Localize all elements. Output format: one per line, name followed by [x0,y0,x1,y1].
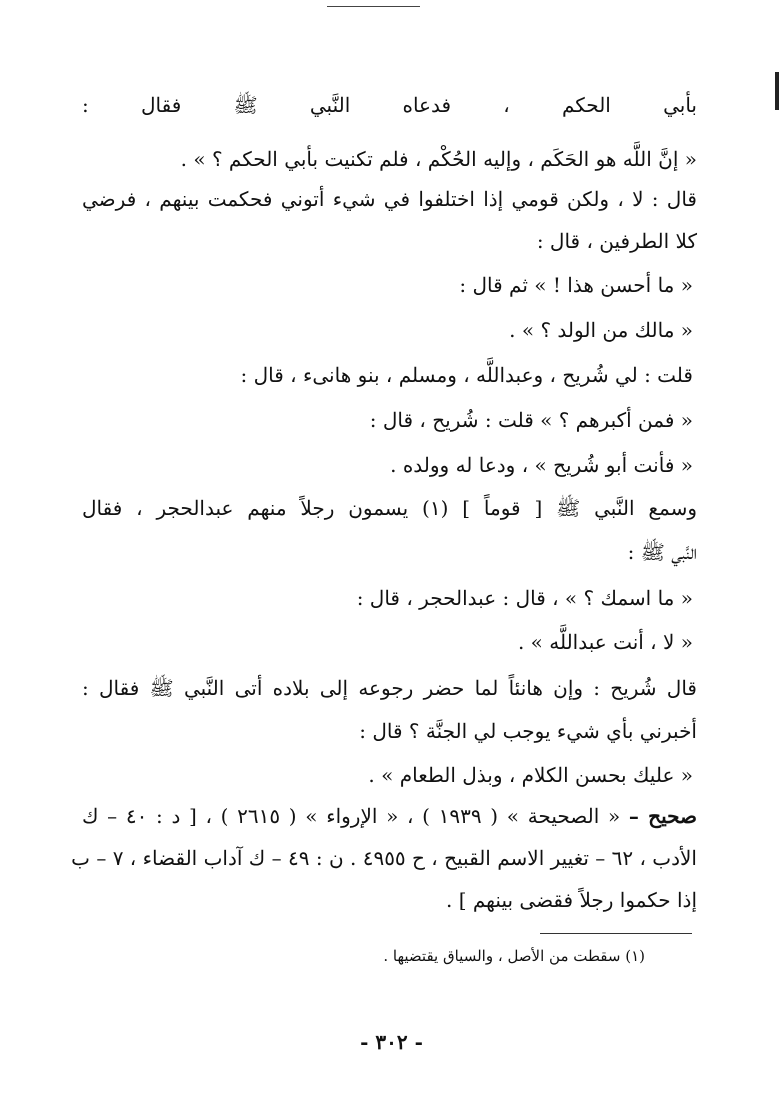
text-line-16: « عليك بحسن الكلام ، وبذل الطعام » . [368,763,693,787]
grading-line-3: إذا حكموا رجلاً فقضى بينهم ] . [446,888,697,912]
footnote-rule [540,933,692,934]
text-line-14: قال شُريح : وإن هانئاً لما حضر رجوعه إلى بلاده أتى النَّبي ﷺ فقال : [82,676,697,700]
grading-line-2: الأدب ، ٦٢ – تغيير الاسم القبيح ، ح ٤٩٥٥ . ن : ٤٩ – ك آداب القضاء ، ٧ – ب [71,846,697,870]
grading-label: صحيح – [628,804,698,828]
text-line-10: وسمع النَّبي ﷺ [ قوماً ] (١) يسمون رجلاً منهم عبدالحجر ، فقال [82,496,697,520]
text-line-15: أخبرني بأي شيء يوجب لي الجنَّة ؟ قال : [359,719,697,743]
footnote: (١) سقطت من الأصل ، والسياق يقتضيها . [383,947,645,965]
grading-line-1 [82,801,697,831]
text-line-4: كلا الطرفين ، قال : [536,229,697,253]
grading-text: « الصحيحة » ( ١٩٣٩ ) ، « الإرواء » ( ٢٦١٥ ) ، [ د : ٤٠ – ك [82,804,621,828]
text-line-7: قلت : لي شُريح ، وعبداللَّه ، ومسلم ، بنو هانىء ، قال : [240,363,693,387]
top-rule [327,6,420,7]
text-line-3: قال : لا ، ولكن قومي إذا اختلفوا في شيء أتوني فحكمت بينهم ، فرضي [82,187,697,211]
text-line-12: « ما اسمك ؟ » ، قال : عبدالحجر ، قال : [356,586,693,610]
page-number: - ٣٠٢ - [360,1030,423,1054]
text-line-9: « فأنت أبو شُريح » ، ودعا له وولده . [390,453,693,477]
text-line-13: « لا ، أنت عبداللَّه » . [517,630,693,654]
text-line-6: « مالك من الولد ؟ » . [509,318,693,342]
text-line-1: بأبي الحكم ، فدعاه النَّبي ﷺ فقال : [82,93,697,117]
text-line-8: « فمن أكبرهم ؟ » قلت : شُريح ، قال : [369,408,693,432]
text-line-5: « ما أحسن هذا ! » ثم قال : [459,273,693,297]
text-line-11: النَّبي ﷺ : [627,540,697,564]
page-edge-mark [775,72,779,110]
text-line-2: « إنَّ اللَّه هو الحَكَم ، وإليه الحُكْم ، فلم تكنيت بأبي الحكم ؟ » . [180,147,697,171]
